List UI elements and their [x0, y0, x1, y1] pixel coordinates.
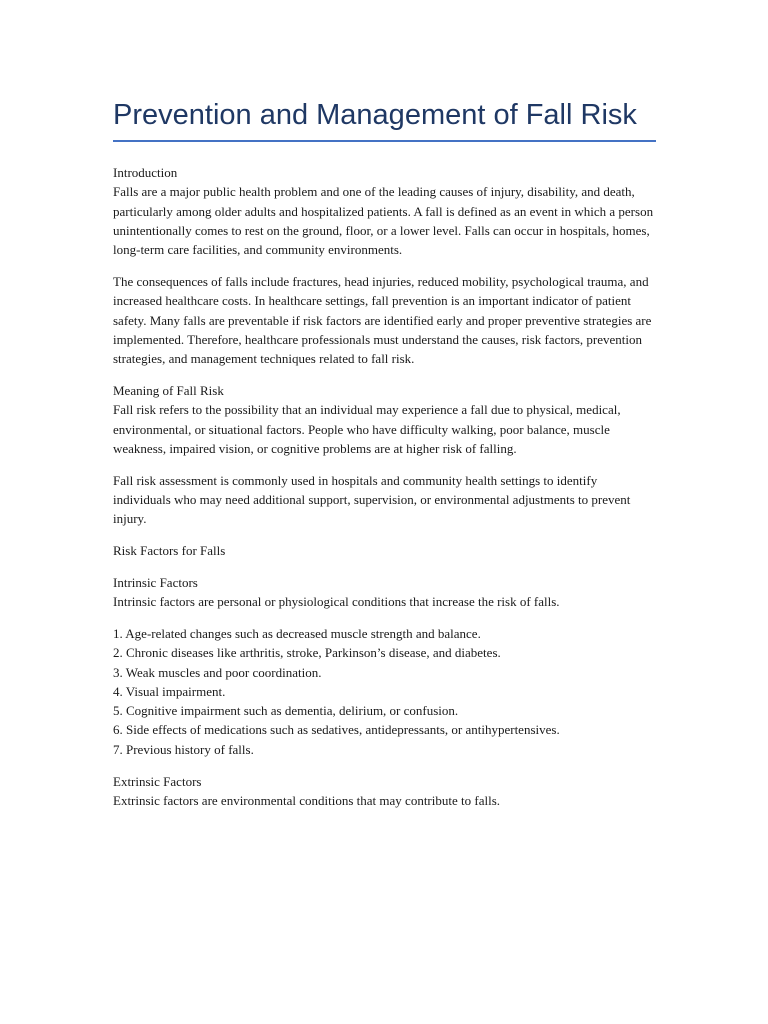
- intro-paragraph-2-block: [113, 272, 656, 368]
- intro-paragraph-2: The consequences of falls include fractures, head injuries, reduced mobility, psychological trauma, and increased healthcare costs. In healthcare settings, fall prevention is an important indicator of patient safety. Many falls are preventable if risk factors are identified early and proper preventive strategies are implemented. Therefore, healthcare professionals must understand the causes, risk factors, prevention strategies, and management techniques related to fall risk.: [113, 273, 652, 367]
- list-item: 5. Cognitive impairment such as dementia, delirium, or confusion.: [113, 703, 459, 719]
- intrinsic-section: [113, 573, 656, 612]
- list-item: 4. Visual impairment.: [113, 683, 226, 699]
- intro-section: [113, 163, 656, 259]
- meaning-paragraph-1: Fall risk refers to the possibility that an individual may experience a fall due to physical, medical, environmental, or situational factors. People who have difficulty walking, poor balance, muscle weakness, impaired vision, or cognitive problems are at higher risk of falling.: [113, 402, 621, 456]
- risk-factors-section: [113, 541, 656, 560]
- intrinsic-heading: Intrinsic Factors: [113, 574, 198, 590]
- intrinsic-description: Intrinsic factors are personal or physiological conditions that increase the risk of falls.: [113, 594, 560, 610]
- title-underline-rule: [113, 140, 656, 142]
- list-item: 1. Age-related changes such as decreased muscle strength and balance.: [113, 625, 481, 641]
- list-item: 3. Weak muscles and poor coordination.: [113, 664, 322, 680]
- list-item: 2. Chronic diseases like arthritis, stroke, Parkinson’s disease, and diabetes.: [113, 645, 501, 661]
- document-page: [113, 94, 656, 823]
- intro-paragraph-1: Falls are a major public health problem and one of the leading causes of injury, disability, and death, particularly among older adults and hospitalized patients. A fall is defined as an event in which a person unintentionally comes to rest on the ground, floor, or a lower level. Falls can occur in hospitals, homes, long-term care facilities, and community environments.: [113, 184, 654, 258]
- extrinsic-heading: Extrinsic Factors: [113, 773, 202, 789]
- meaning-heading: Meaning of Fall Risk: [113, 382, 224, 398]
- meaning-paragraph-2-block: [113, 471, 656, 529]
- intro-heading: Introduction: [113, 165, 178, 180]
- risk-factors-heading: Risk Factors for Falls: [113, 543, 226, 559]
- document-title: Prevention and Management of Fall Risk: [113, 99, 637, 131]
- intrinsic-factors-list: [113, 624, 656, 759]
- list-item: 6. Side effects of medications such as sedatives, antidepressants, or antihypertensives.: [113, 722, 560, 738]
- meaning-paragraph-2: Fall risk assessment is commonly used in hospitals and community health settings to identify individuals who may need additional support, supervision, or environmental adjustments to prevent injury.: [113, 472, 631, 527]
- meaning-section: [113, 381, 656, 458]
- extrinsic-description: Extrinsic factors are environmental conditions that may contribute to falls.: [113, 792, 500, 808]
- list-item: 7. Previous history of falls.: [113, 741, 254, 757]
- extrinsic-section: [113, 772, 656, 811]
